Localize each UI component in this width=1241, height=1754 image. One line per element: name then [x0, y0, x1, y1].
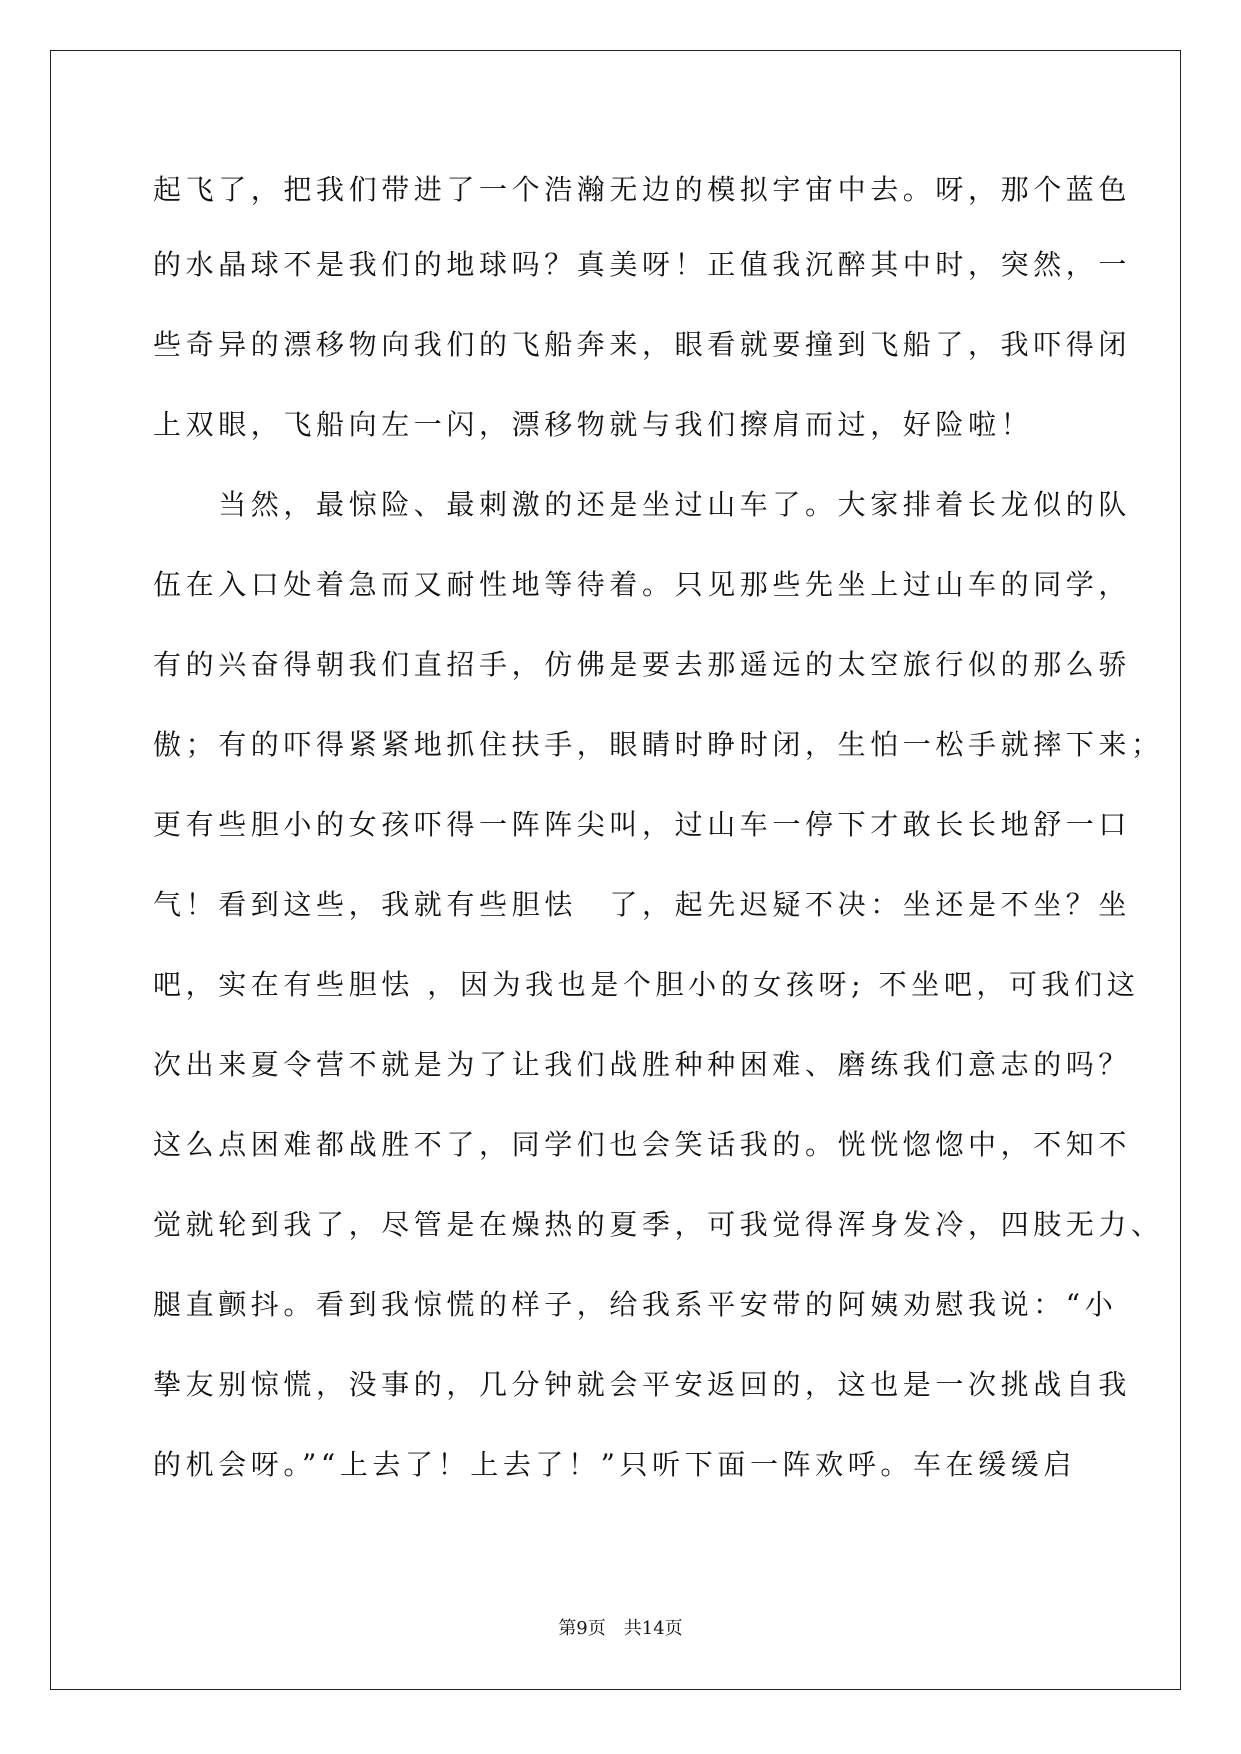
page-border — [50, 50, 1181, 1690]
text-line: 傲；有的吓得紧紧地抓住扶手，眼睛时睁时闭，生怕一松手就摔下来； — [153, 728, 1164, 761]
text-line: 有的兴奋得朝我们直招手，仿佛是要去那遥远的太空旅行似的那么骄 — [153, 648, 1132, 681]
text-line: 起飞了，把我们带进了一个浩瀚无边的模拟宇宙中去。呀，那个蓝色 — [153, 173, 1132, 206]
text-line: 吧，实在有些胆怯 ，因为我也是个胆小的女孩呀; 不坐吧，可我们这 — [153, 968, 1140, 1001]
text-line: 上双眼，飞船向左一闪，漂移物就与我们擦肩而过，好险啦！ — [153, 408, 1034, 441]
text-line: 些奇异的漂移物向我们的飞船奔来，眼看就要撞到飞船了，我吓得闭 — [153, 328, 1132, 361]
page-number-footer: 第9页 共14页 — [558, 1618, 683, 1639]
text-line: 的水晶球不是我们的地球吗？真美呀！正值我沉醉其中时，突然，一 — [153, 248, 1132, 281]
text-line: 的机会呀。”“上去了！上去了！”只听下面一阵欢呼。车在缓缓启 — [153, 1448, 1076, 1481]
text-line: 腿直颤抖。看到我惊慌的样子，给我系平安带的阿姨劝慰我说：“小 — [153, 1288, 1118, 1321]
text-line: 挚友别惊慌，没事的，几分钟就会平安返回的，这也是一次挑战自我 — [153, 1368, 1132, 1401]
text-line: 这么点困难都战胜不了，同学们也会笑话我的。恍恍惚惚中，不知不 — [153, 1128, 1132, 1161]
text-line: 当然，最惊险、最刺激的还是坐过山车了。大家排着长龙似的队 — [153, 488, 1132, 521]
text-line: 次出来夏令营不就是为了让我们战胜种种困难、磨练我们意志的吗？ — [153, 1048, 1132, 1081]
text-line: 觉就轮到我了，尽管是在燥热的夏季，可我觉得浑身发冷，四肢无力、 — [153, 1208, 1164, 1241]
text-line: 更有些胆小的女孩吓得一阵阵尖叫，过山车一停下才敢长长地舒一口 — [153, 808, 1132, 841]
text-line: 伍在入口处着急而又耐性地等待着。只见那些先坐上过山车的同学， — [153, 568, 1132, 601]
text-line: 气！看到这些，我就有些胆怯 了，起先迟疑不决：坐还是不坐？坐 — [153, 888, 1132, 921]
